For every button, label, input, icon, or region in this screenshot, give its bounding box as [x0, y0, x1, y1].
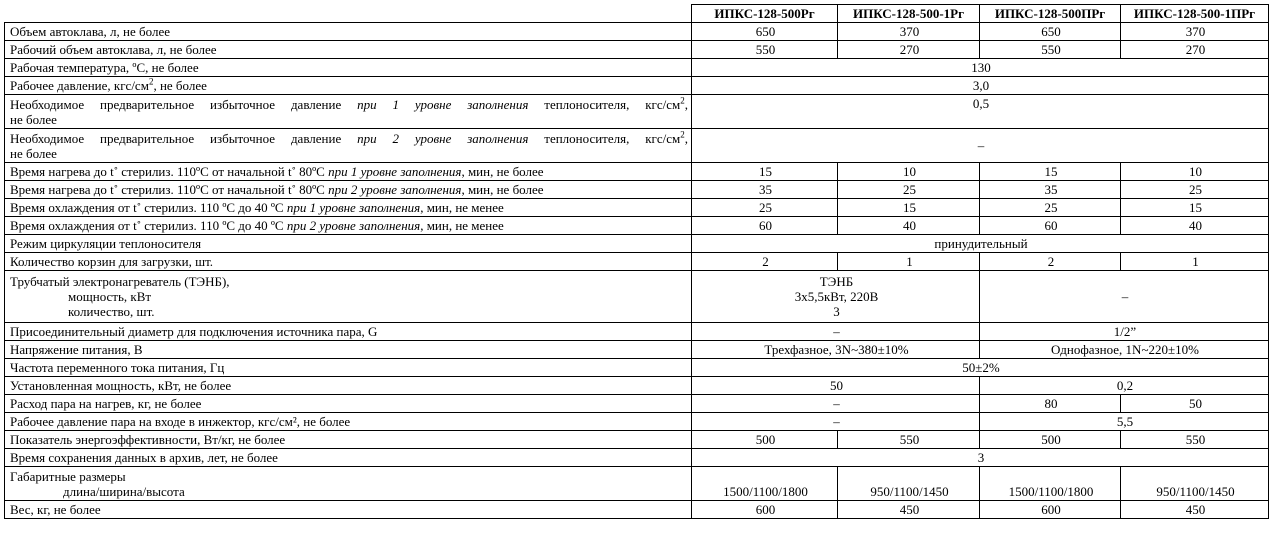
table-row: [5, 23, 1269, 41]
param-label: Количество корзин для загрузки, шт.: [5, 253, 692, 271]
table-row: [5, 413, 1269, 431]
param-label: Необходимое предварительное избыточное давление при 2 уровне заполнения теплоносителя, кгс/$см^2$, не более: [5, 129, 692, 163]
param-label: Необходимое предварительное избыточное давление при 1 уровне заполнения теплоносителя, кгс/$см^2$, не более: [5, 95, 692, 129]
table-row: [5, 181, 1269, 199]
table-row: [5, 217, 1269, 235]
param-label: Вес, кг, не более: [5, 501, 692, 519]
table-row: [5, 95, 1269, 129]
param-label: Показатель энергоэффективности, Вт/кг, не более: [5, 431, 692, 449]
value-cell: 25: [1121, 181, 1269, 199]
value-cell: 450: [838, 501, 980, 519]
table-row: [5, 41, 1269, 59]
table-row: [5, 77, 1269, 95]
table-row: [5, 449, 1269, 467]
value-cell: 500: [692, 431, 838, 449]
value-cell: 25: [980, 199, 1121, 217]
merged-value-cell: 3: [692, 449, 1269, 467]
merged-value-cell: –: [692, 395, 980, 413]
value-cell: 10: [838, 163, 980, 181]
value-cell: 270: [838, 41, 980, 59]
merged-value-cell: Однофазное, 1N~220±10%: [980, 341, 1269, 359]
col-header: ИПКС-128-500Рг: [692, 5, 838, 23]
value-cell: 40: [838, 217, 980, 235]
merged-value-cell: принудительный: [692, 235, 1269, 253]
param-label: Трубчатый электронагреватель (ТЭНБ), мощность, кВт количество, шт.: [5, 271, 692, 323]
value-cell: 550: [1121, 431, 1269, 449]
value-cell: 25: [838, 181, 980, 199]
merged-value-cell: 1/2”: [980, 323, 1269, 341]
merged-value-cell: 5,5: [980, 413, 1269, 431]
param-label: Напряжение питания, В: [5, 341, 692, 359]
table-row: [5, 341, 1269, 359]
param-label: Время охлаждения от t˚ стерилиз. 110 ºС до 40 ºС при 1 уровне заполнения, мин, не менее: [5, 199, 692, 217]
merged-value-cell: 130: [692, 59, 1269, 77]
table-row: [5, 59, 1269, 77]
value-cell: 370: [1121, 23, 1269, 41]
param-label: Габаритные размеры длина/ширина/высота: [5, 467, 692, 501]
table-row: [5, 501, 1269, 519]
value-cell: 1: [838, 253, 980, 271]
value-cell: 15: [980, 163, 1121, 181]
table-row: [5, 163, 1269, 181]
param-label: Рабочее давление, кгс/$см^2$, не более: [5, 77, 692, 95]
col-header: ИПКС-128-500-1Рг: [838, 5, 980, 23]
value-cell: 10: [1121, 163, 1269, 181]
merged-value-cell: –: [692, 129, 1269, 163]
table-row: [5, 359, 1269, 377]
param-label: Объем автоклава, л, не более: [5, 23, 692, 41]
table-row: [5, 431, 1269, 449]
table-row: [5, 377, 1269, 395]
value-cell: 35: [980, 181, 1121, 199]
value-cell: 35: [692, 181, 838, 199]
param-label: Рабочая температура, ºС, не более: [5, 59, 692, 77]
merged-value-cell: Трехфазное, 3N~380±10%: [692, 341, 980, 359]
col-header: ИПКС-128-500-1ПРг: [1121, 5, 1269, 23]
table-row: [5, 467, 1269, 501]
value-cell: 650: [980, 23, 1121, 41]
param-label: Время сохранения данных в архив, лет, не более: [5, 449, 692, 467]
table-row: [5, 323, 1269, 341]
value-cell: 25: [692, 199, 838, 217]
col-header: ИПКС-128-500ПРг: [980, 5, 1121, 23]
value-cell: 600: [980, 501, 1121, 519]
merged-value-cell: 0,2: [980, 377, 1269, 395]
param-label: Рабочее давление пара на входе в инжектор, кгс/см², не более: [5, 413, 692, 431]
param-label: Присоединительный диаметр для подключения источника пара, G: [5, 323, 692, 341]
table-row: [5, 271, 1269, 323]
param-label: Установленная мощность, кВт, не более: [5, 377, 692, 395]
value-cell: 15: [838, 199, 980, 217]
merged-value-cell: 50±2%: [692, 359, 1269, 377]
value-cell: 15: [692, 163, 838, 181]
param-label: Расход пара на нагрев, кг, не более: [5, 395, 692, 413]
value-cell: 550: [692, 41, 838, 59]
param-label: Время охлаждения от t˚ стерилиз. 110 ºС до 40 ºС при 2 уровне заполнения, мин, не менее: [5, 217, 692, 235]
param-label: Время нагрева до t˚ стерилиз. 110ºС от начальной t˚ 80ºС при 2 уровне заполнения, мин, не более: [5, 181, 692, 199]
merged-value-cell: ТЭНБ 3х5,5кВт, 220В 3: [692, 271, 980, 323]
value-cell: 450: [1121, 501, 1269, 519]
merged-value-cell: –: [692, 323, 980, 341]
table-row: [5, 253, 1269, 271]
value-cell: 550: [980, 41, 1121, 59]
merged-value-cell: 0,5: [692, 95, 1269, 129]
table-row: [5, 235, 1269, 253]
value-cell: 1500/1100/1800: [692, 467, 838, 501]
value-cell: 500: [980, 431, 1121, 449]
value-cell: 370: [838, 23, 980, 41]
value-cell: 2: [692, 253, 838, 271]
corner-cell: [5, 5, 692, 23]
value-cell: 50: [1121, 395, 1269, 413]
table-row: [5, 199, 1269, 217]
spec-table: [4, 4, 1269, 519]
value-cell: 950/1100/1450: [1121, 467, 1269, 501]
table-row: [5, 129, 1269, 163]
value-cell: 60: [692, 217, 838, 235]
table-row: [5, 395, 1269, 413]
value-cell: 2: [980, 253, 1121, 271]
value-cell: 950/1100/1450: [838, 467, 980, 501]
param-label: Режим циркуляции теплоносителя: [5, 235, 692, 253]
value-cell: 15: [1121, 199, 1269, 217]
value-cell: 1: [1121, 253, 1269, 271]
param-label: Время нагрева до t˚ стерилиз. 110ºС от начальной t˚ 80ºС при 1 уровне заполнения, мин, не более: [5, 163, 692, 181]
value-cell: 1500/1100/1800: [980, 467, 1121, 501]
merged-value-cell: –: [980, 271, 1269, 323]
value-cell: 270: [1121, 41, 1269, 59]
value-cell: 650: [692, 23, 838, 41]
header-row: [5, 5, 1269, 23]
merged-value-cell: 3,0: [692, 77, 1269, 95]
merged-value-cell: 50: [692, 377, 980, 395]
value-cell: 600: [692, 501, 838, 519]
value-cell: 550: [838, 431, 980, 449]
param-label: Рабочий объем автоклава, л, не более: [5, 41, 692, 59]
value-cell: 80: [980, 395, 1121, 413]
merged-value-cell: –: [692, 413, 980, 431]
value-cell: 60: [980, 217, 1121, 235]
value-cell: 40: [1121, 217, 1269, 235]
param-label: Частота переменного тока питания, Гц: [5, 359, 692, 377]
